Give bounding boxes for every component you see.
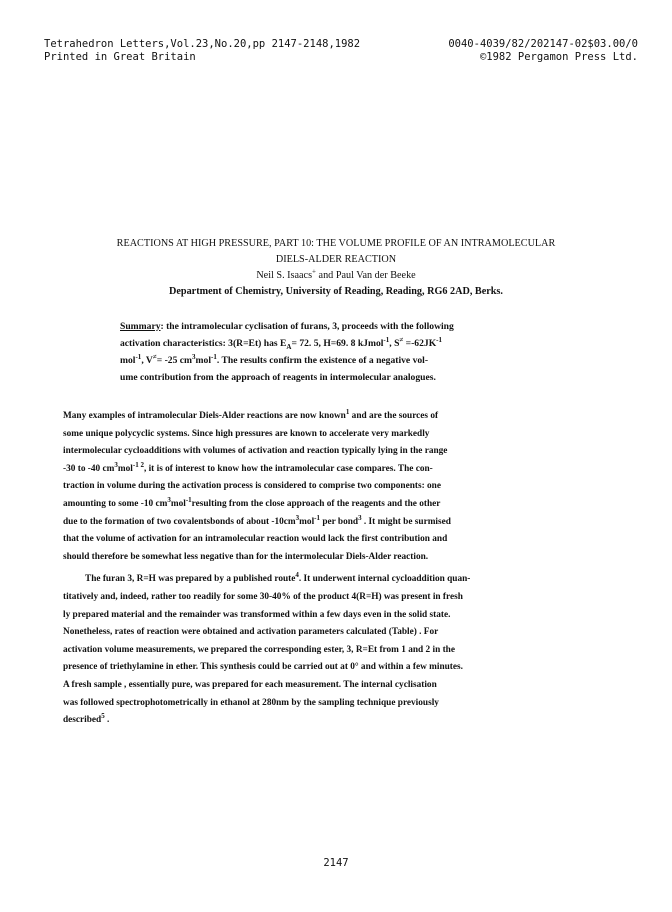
paper-title-line-1: REACTIONS AT HIGH PRESSURE, PART 10: THE VOLUME PROFILE OF AN INTRAMOLECULAR	[116, 238, 556, 249]
text-line: described$^5$ .	[63, 712, 110, 726]
copyright-note: ©1982 Pergamon Press Ltd.	[479, 51, 638, 63]
text-line: was followed spectrophotometrically in ethanol at 280nm by the sampling technique previously	[63, 697, 439, 708]
affiliation: Department of Chemistry, University of Reading, Reading, RG6 2AD, Berks.	[169, 286, 503, 297]
text-line: traction in volume during the activation process is considered to comprise two components: one	[63, 481, 441, 492]
author-separator: and	[316, 270, 336, 281]
correspondence-mark: +	[312, 267, 316, 276]
reference-mark: 1	[345, 407, 350, 416]
text-line: intermolecular cycloadditions with volumes of activation and reaction typically lying in the range	[63, 446, 448, 457]
text-line: Nonetheless, rates of reaction were obtained and activation parameters calculated (Table) . For	[63, 627, 439, 638]
printed-note: Printed in Great Britain	[44, 51, 196, 63]
issn-code: 0040-4039/82/202147-02$03.00/0	[448, 38, 638, 50]
summary-label: Summary	[120, 321, 161, 332]
paragraph	[63, 408, 619, 566]
text-line: should therefore be somewhat less negative than for the intermolecular Diels-Alder reaction.	[63, 551, 429, 562]
author-name: Neil S. Isaacs	[256, 270, 313, 281]
author-name: Paul Van der Beeke	[335, 270, 416, 281]
text-line: that the volume of activation for an intramolecular reaction would lack the first contribution and	[63, 534, 448, 545]
summary-abstract	[120, 318, 600, 386]
text-line: due to the formation of two covalentsbonds of about $-10cm^3mol^{-1}$ per bond$^3$ . It might be surmised	[63, 513, 451, 527]
reference-mark: 5	[101, 712, 105, 720]
text-line: some unique polycyclic systems. Since high pressures are known to accelerate very markedly	[63, 428, 430, 439]
text-line: Many examples of intramolecular Diels-Alder reactions are now known$^1$ and are the sources of	[63, 407, 439, 421]
summary-line: ume contribution from the approach of reagents in intermolecular analogues.	[120, 372, 436, 383]
text-line: The furan 3, R=H was prepared by a published route$^4$. It underwent internal cycloaddition quan-	[85, 571, 471, 585]
journal-citation: Tetrahedron Letters,Vol.23,No.20,pp 2147-2148,1982	[44, 38, 361, 50]
page-number: 2147	[323, 857, 349, 869]
paper-title-line-2: DIELS-ALDER REACTION	[275, 254, 397, 265]
text-line: A fresh sample , essentially pure, was prepared for each measurement. The internal cyclisation	[63, 679, 437, 690]
title-block	[40, 236, 632, 300]
text-line: ly prepared material and the remainder was transformed within a few days even in the solid state.	[63, 609, 451, 620]
paragraph	[63, 571, 619, 729]
summary-line: activation characteristics: 3(R=Et) has $E_A= 72$. 5, H=69. 8 kJmol$^{-1}$, $S^\ne =-62JK^{-1}$	[120, 335, 443, 351]
author-line	[40, 268, 632, 284]
text-line: titatively and, indeed, rather too readily for some 30-40% of the product 4(R=H) was present in fresh	[63, 591, 463, 602]
text-line: activation volume measurements, we prepared the corresponding ester, 3, R=Et from 1 and 2 in the	[63, 644, 455, 655]
reference-mark: 3	[358, 513, 362, 522]
reference-mark: 4	[295, 571, 299, 580]
summary-line: mol$^{-1}$, V≠= -25 $cm^3mol^{-1}$. The results confirm the existence of a negative vol-	[120, 352, 429, 366]
text-line: presence of triethylamine in ether. This synthesis could be carried out at 0° and within a few minutes.	[63, 662, 463, 673]
running-header	[44, 38, 638, 64]
summary-line: Summary: the intramolecular cyclisation of furans, 3, proceeds with the following	[120, 321, 454, 332]
reference-mark: -1 2	[132, 460, 144, 469]
text-line: -30 to -40 $cm^3mol^{-1 2}$, it is of interest to know how the intramolecular case compares. The con-	[63, 460, 433, 474]
text-line: amounting to some -10 $cm^3mol^{-1}resulting$ from the close approach of the reagents and the other	[63, 495, 441, 509]
body-text	[63, 408, 619, 730]
